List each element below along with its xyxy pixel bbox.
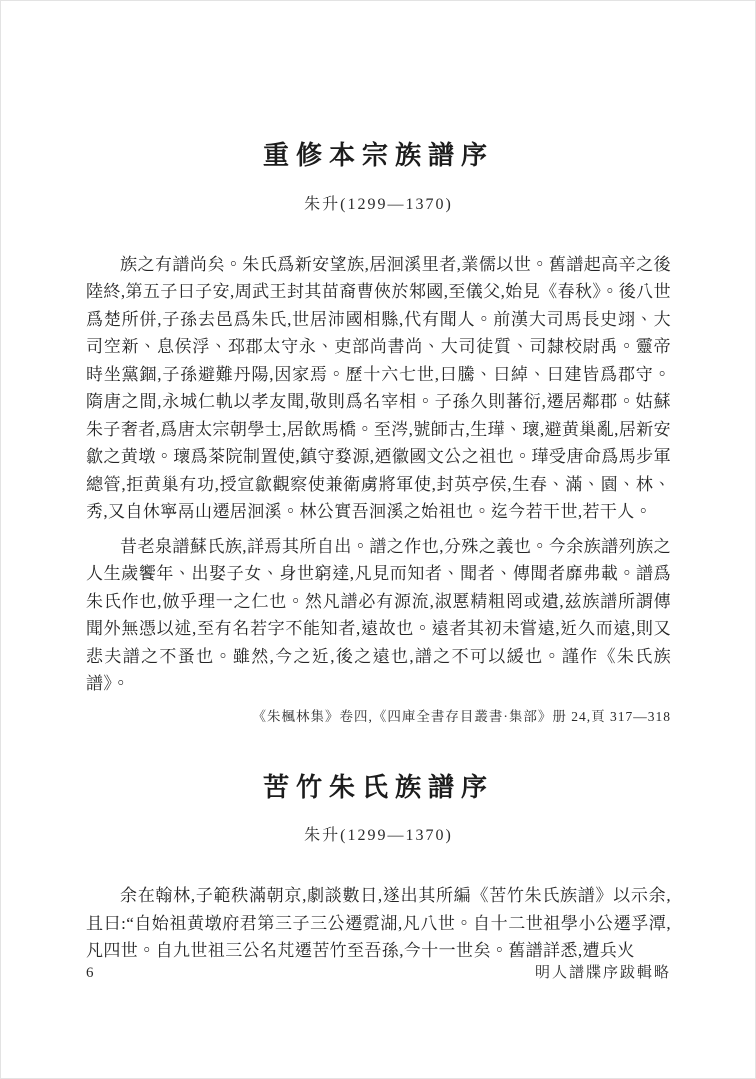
page-footer xyxy=(86,961,671,982)
author-line: 朱升(1299—1370) xyxy=(304,827,453,845)
section-chongxiu-preface xyxy=(86,1,671,725)
body-paragraph: 余在翰林,子範秩滿朝京,劇談數日,遂出其所編《苦竹朱氏族譜》以示余,且曰:“自始祖黄墩府君第三子三公遷霓湖,凡八世。自十二世祖學小公遷孚潭,凡四世。自九世祖三公名芃遷苦竹至吾孫,今十一世矣。舊譜詳悉,遭兵火 xyxy=(86,886,671,961)
author-line: 朱升(1299—1370) xyxy=(304,195,453,213)
source-citation: 《朱楓林集》卷四,《四庫全書存目叢書·集部》册 24,頁 317—318 xyxy=(252,708,671,724)
running-title: 明人譜牒序跋輯略 xyxy=(534,965,671,981)
section-kuzhu-preface xyxy=(86,774,671,965)
section-title: 重修本宗族譜序 xyxy=(262,141,494,170)
body-paragraph: 昔老泉譜蘇氏族,詳焉其所自出。譜之作也,分殊之義也。今余族譜列族之人生歲饗年、出娶子女、身世窮達,凡見而知者、聞者、傳聞者靡弗載。譜爲朱氏作也,倣乎理一之仁也。然凡譜必有源流,淑慝精粗罔或遺,兹族譜所謂傳聞外無憑以述,至有名若字不能知者,遠故也。遠者其初未嘗遠,近久而遠,則又悲夫譜之不蚤也。雖然,今之近,後之遠也,譜之不可以緩也。謹作《朱氏族譜》。 xyxy=(86,536,671,694)
body-paragraph: 族之有譜尚矣。朱氏爲新安望族,居洄溪里者,業儒以世。舊譜起高辛之後陸終,第五子曰子安,周武王封其苗裔曹俠於邾國,至儀父,始見《春秋》。後八世爲楚所併,子孫去邑爲朱氏,世居沛國相縣,代有聞人。前漢大司馬長史翊、大司空新、息侯浮、邳郡太守永、吏部尚書尚、大司徒質、司隸校尉禹。靈帝時坐黨錮,子孫避難丹陽,因家焉。歷十六七世,曰騰、曰綽、曰建皆爲郡守。隋唐之間,永城仁軌以孝友聞,敬則爲名宰相。子孫久則蕃衍,遷居鄰郡。姑蘇朱子奢者,爲唐太宗朝學士,居飲馬橋。至涔,號師古,生璍、瓌,避黄巢亂,居新安歙之黄墩。瓌爲茶院制置使,鎮守婺源,迺徽國文公之祖也。璍受唐命爲馬步軍總管,拒黄巢有功,授宣歙觀察使兼衛虜將軍使,封英亭侯,生春、滿、園、林、秀,又自休寧鬲山遷居洄溪。林公實吾洄溪之始祖也。迄今若干世,若干人。 xyxy=(86,254,671,522)
page-number: 6 xyxy=(86,965,94,981)
section-title: 苦竹朱氏族譜序 xyxy=(262,772,494,802)
page-content xyxy=(1,1,755,1078)
